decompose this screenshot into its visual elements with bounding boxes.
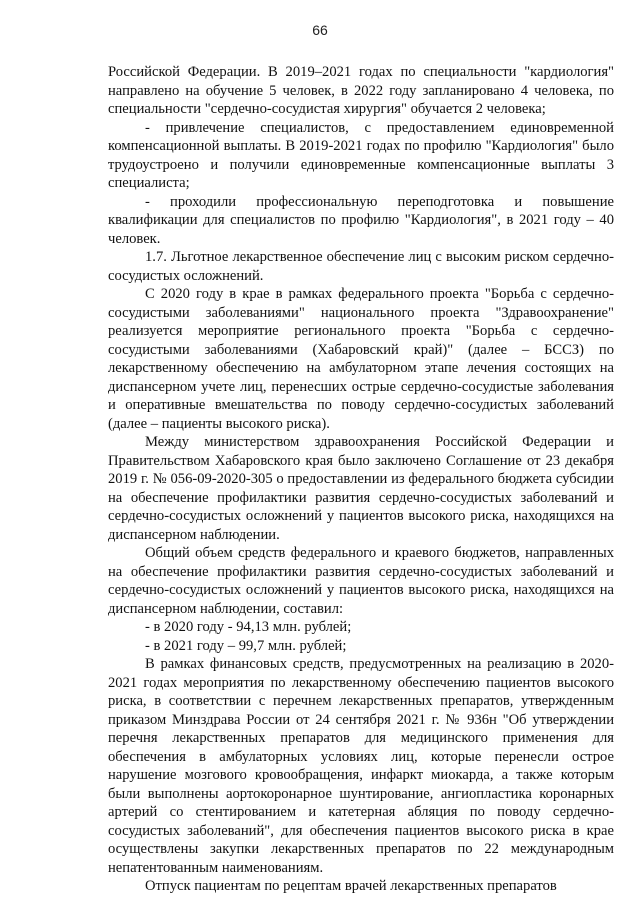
paragraph: С 2020 году в крае в рамках федерального проекта "Борьба с сердечно-сосудистыми заболеваниями" национального проекта "Здравоохранение" реализуется мероприятие регионального проекта "Борьба с сердечно-сосудистыми заболеваниями (Хабаровский край)" (далее – БССЗ) по лекарственному обеспечению на амбулаторном этапе лечения состоящих на диспансерном учете лиц, перенесших острые сердечно-сосудистые заболевания и оперативные вмешательства по поводу сердечно-сосудистых заболеваний (далее – пациенты высокого риска). [108,286,614,432]
section-heading: 1.7. Льготное лекарственное обеспечение лиц с высоким риском сердечно-сосудистых осложнений. [108,249,614,284]
paragraph: В рамках финансовых средств, предусмотренных на реализацию в 2020-2021 годах мероприятия по лекарственному обеспечению пациентов высокого риска, в соответствии с перечнем лекарственных препаратов, утвержденным приказом Минздрава России от 24 сентября 2021 г. № 936н "Об утверждении перечня лекарственных препаратов для медицинского применения для обеспечения в амбулаторных условиях лиц, которые перенесли острое нарушение мозгового кровообращения, инфаркт миокарда, а также которым были выполнены аортокоронарное шунтирование, ангиопластика коронарных артерий со стентированием и катетерная абляция по поводу сердечно-сосудистых заболеваний", для обеспечения пациентов высокого риска в крае осуществлены закупки лекарственных препаратов по 22 международным непатентованным наименованиям. [108,656,614,876]
page-number: 66 [312,22,328,38]
paragraph: Между министерством здравоохранения Российской Федерации и Правительством Хабаровского края было заключено Соглашение от 23 декабря 2019 г. № 056-09-2020-305 о предоставлении из федерального бюджета субсидии на обеспечение профилактики развития сердечно-сосудистых заболеваний и сердечно-сосудистых осложнений у пациентов высокого риска, находящихся на диспансерном наблюдении. [108,434,614,543]
list-item: - в 2021 году – 99,7 млн. рублей; [145,637,347,654]
paragraph: Российской Федерации. В 2019–2021 годах по специальности "кардиология" направлено на обучение 5 человек, в 2022 году запланировано 4 человека, по специальности "сердечно-сосудистая хирургия" обучается 2 человека; [108,64,614,117]
paragraph: Отпуск пациентам по рецептам врачей лекарственных препаратов [145,878,557,894]
list-item: - в 2020 году - 94,13 млн. рублей; [145,619,352,635]
page-body [108,63,614,896]
paragraph: - привлечение специалистов, с предоставлением единовременной компенсационной выплаты. В 2019-2021 годах по профилю "Кардиология" было трудоустроено и получили единовременные компенсационные выплаты 3 специалиста; [108,119,614,191]
paragraph: Общий объем средств федерального и краевого бюджетов, направленных на обеспечение профилактики развития сердечно-сосудистых заболеваний и сердечно-сосудистых осложнений у пациентов высокого риска, находящихся на диспансерном наблюдении, составил: [108,545,614,617]
paragraph: - проходили профессиональную переподготовка и повышение квалификации для специалистов по профилю "Кардиология", в 2021 году – 40 человек. [108,193,614,247]
